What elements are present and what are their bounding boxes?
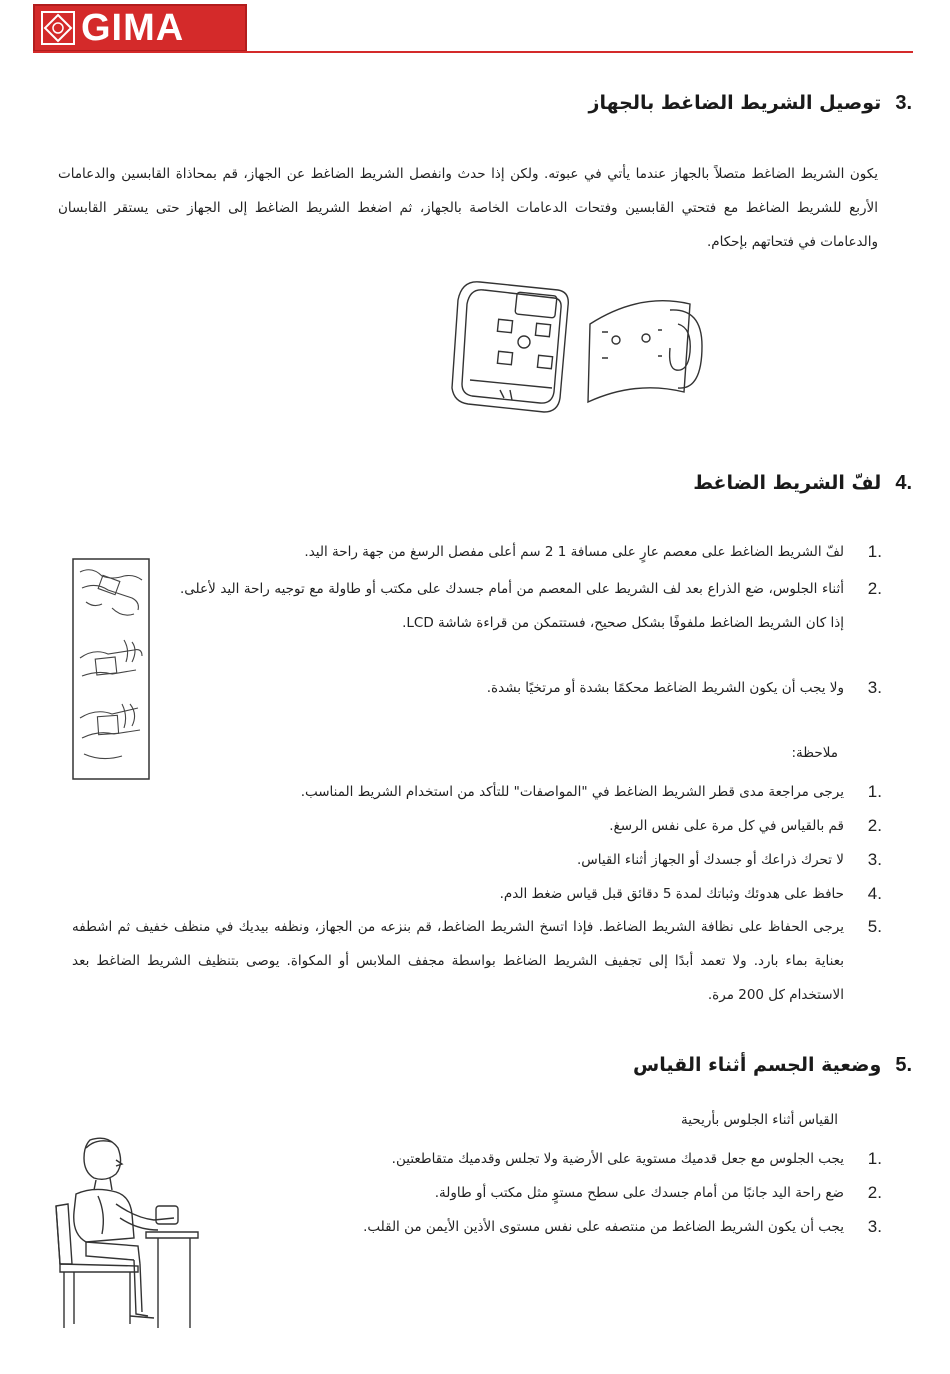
list-number: .3	[867, 850, 882, 869]
list-number: .5	[867, 917, 882, 936]
list-number: .2	[867, 1183, 882, 1202]
list-number: .1	[867, 1149, 882, 1168]
note-item	[72, 910, 882, 1012]
section-5-heading	[633, 1054, 912, 1077]
list-number: .2	[867, 816, 882, 835]
wrist-wrapping-illustration	[72, 558, 150, 780]
list-number: .3	[867, 1217, 882, 1236]
seated-posture-illustration	[46, 1134, 202, 1330]
section-3-heading	[589, 92, 912, 115]
list-number: .1	[867, 542, 882, 561]
list-text: يرجى مراجعة مدى قطر الشريط الضاغط في "المواصفات" للتأكد من استخدام الشريط المناسب.	[300, 784, 844, 800]
note-item	[140, 848, 882, 872]
list-item	[198, 676, 882, 700]
section-4-heading	[693, 472, 912, 495]
section-number: .3	[895, 92, 912, 114]
list-text: لفّ الشريط الضاغط على معصم عارٍ على مسافة 1 2 سم أعلى مفصل الرسغ من جهة راحة اليد.	[304, 544, 844, 560]
note-item	[140, 882, 882, 906]
list-item	[240, 1214, 882, 1240]
note-label: ملاحظة:	[791, 745, 838, 761]
logo-emblem-icon	[41, 11, 75, 45]
section-3-paragraph: يكون الشريط الضاغط متصلاً بالجهاز عندما يأتي في عبوته. ولكن إذا حدث وانفصل الشريط الضاغط عن الجهاز، قم بمحاذاة القابسين والدعامات الأربع للشريط الضاغط مع فتحتي القابسين وفتحات الدعامات الخاصة بالجهاز، ثم اضغط الشريط الضاغط إلى الجهاز حتى يستقر القابسان والدعامات في فتحاتهم بإحكام.	[58, 166, 878, 250]
list-item	[180, 572, 882, 640]
header-divider	[33, 51, 913, 53]
cuff-connection-illustration	[440, 272, 710, 432]
posture-intro: القياس أثناء الجلوس بأريحية	[681, 1112, 838, 1128]
section-title: توصيل الشريط الضاغط بالجهاز	[588, 92, 882, 114]
list-text: قم بالقياس في كل مرة على نفس الرسغ.	[609, 818, 844, 834]
note-item	[140, 814, 882, 838]
list-text: يجب الجلوس مع جعل قدميك مستوية على الأرضية ولا تجلس وقدميك متقاطعتين.	[391, 1151, 844, 1167]
section-number: .5	[895, 1054, 912, 1076]
brand-logo	[33, 4, 247, 52]
list-text: أثناء الجلوس، ضع الذراع بعد لف الشريط على المعصم من أمام جسدك على مكتب أو طاولة مع توجيه راحة اليد لأعلى. إذا كان الشريط الضاغط ملفوفًا بشكل صحيح، فستتمكن من قراءة شاشة LCD.	[180, 581, 844, 631]
list-item	[240, 1146, 882, 1172]
list-text: يرجى الحفاظ على نظافة الشريط الضاغط. فإذا اتسخ الشريط الضاغط، قم بنزعه من الجهاز، ونظفه بيديك في منظف خفيف ثم اشطفه بعناية بماء بارد. ولا تعمد أبدًا إلى تجفيف الشريط الضاغط بواسطة مجفف الملابس أو المكواة. يوصى بتنظيف الشريط الضاغط بعد الاستخدام كل 200 مرة.	[72, 919, 844, 1003]
list-text: ضع راحة اليد جانبًا من أمام جسدك على سطح مستوٍ مثل مكتب أو طاولة.	[434, 1185, 844, 1201]
note-item	[140, 780, 882, 804]
list-text: حافظ على هدوئك وثباتك لمدة 5 دقائق قبل قياس ضغط الدم.	[499, 886, 844, 902]
list-item	[198, 540, 882, 564]
brand-name: GIMA	[81, 6, 185, 49]
list-number: .2	[867, 579, 882, 598]
section-title: لفّ الشريط الضاغط	[693, 472, 882, 494]
list-text: لا تحرك ذراعك أو جسدك أو الجهاز أثناء القياس.	[576, 852, 844, 868]
list-item	[240, 1180, 882, 1206]
list-text: يجب أن يكون الشريط الضاغط من منتصفه على نفس مستوى الأذين الأيمن من القلب.	[363, 1219, 844, 1235]
section-number: .4	[895, 472, 912, 494]
section-title: وضعية الجسم أثناء القياس	[633, 1054, 882, 1076]
list-number: .3	[867, 678, 882, 697]
list-text: ولا يجب أن يكون الشريط الضاغط محكمًا بشدة أو مرتخيًا بشدة.	[486, 680, 844, 696]
list-number: .1	[867, 782, 882, 801]
list-number: .4	[867, 884, 882, 903]
